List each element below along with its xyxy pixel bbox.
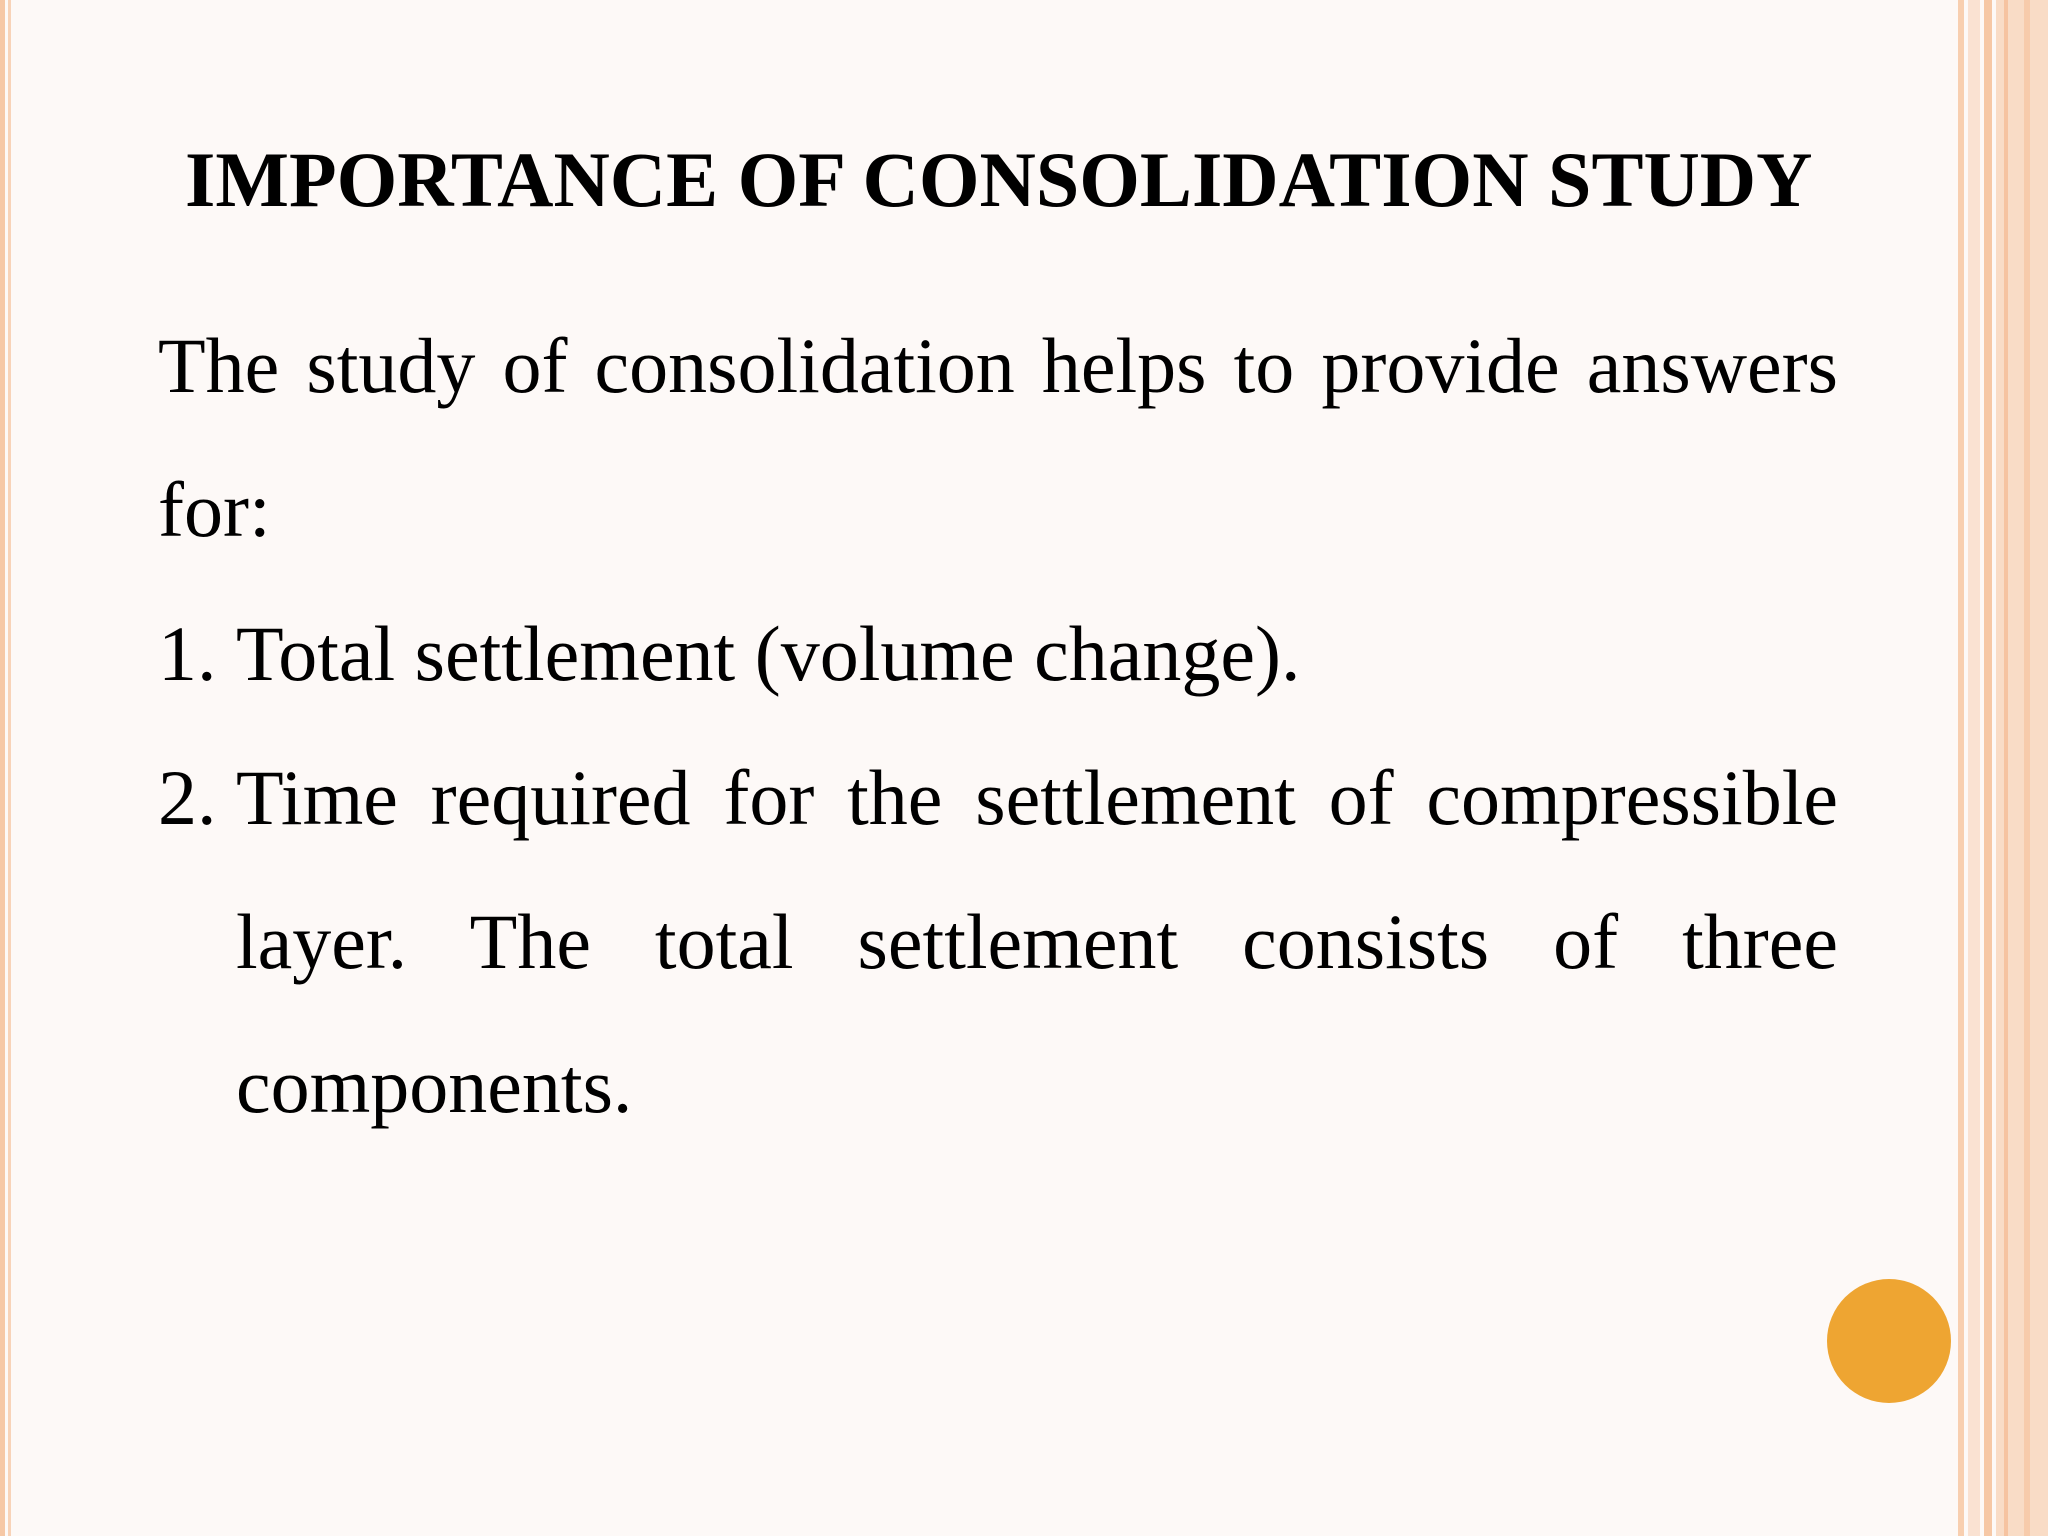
left-border-stripe-inner <box>8 0 11 1536</box>
list-item-text: Time required for the settlement of compressible layer. The total settlement consists of three components. <box>236 754 1838 1129</box>
right-border-stripe-3 <box>1984 0 1992 1536</box>
right-border-stripe-2 <box>1968 0 1980 1536</box>
list-item-number: 2. <box>158 754 217 841</box>
intro-paragraph: The study of consolidation helps to provide answers for: <box>158 322 1838 553</box>
list-item <box>158 582 1838 726</box>
right-border-stripe-1 <box>1958 0 1964 1536</box>
decorative-circle-icon <box>1827 1279 1951 1403</box>
list-item <box>158 726 1838 1158</box>
list-item-number: 1. <box>158 610 217 697</box>
left-border-stripe <box>0 0 5 1536</box>
list-item-text: Total settlement (volume change). <box>236 610 1301 697</box>
answer-list <box>158 582 1838 1158</box>
right-border-stripe-5 <box>2004 0 2008 1536</box>
right-border-stripe-6 <box>2024 0 2030 1536</box>
slide-title: IMPORTANCE OF CONSOLIDATION STUDY <box>185 136 1813 223</box>
